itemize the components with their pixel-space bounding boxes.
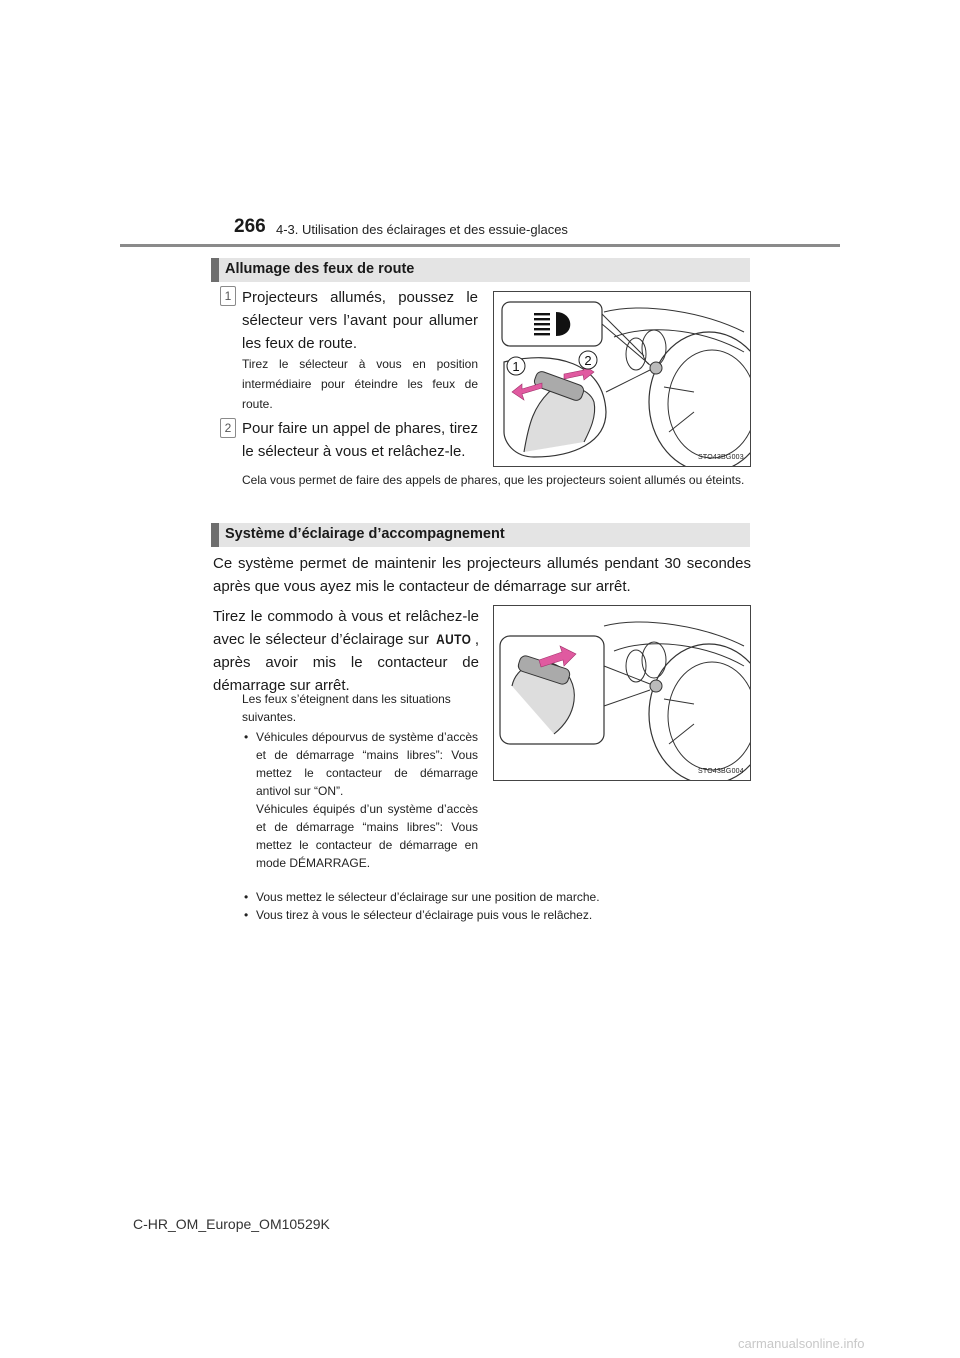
figure-1-code: STO43BG003	[698, 454, 744, 461]
footer-document-code: C-HR_OM_Europe_OM10529K	[133, 1216, 330, 1232]
step-2-badge: 2	[220, 418, 236, 438]
list-item	[242, 728, 478, 872]
follow-me-lever-illustration	[494, 606, 750, 780]
list-item	[242, 906, 750, 924]
header-rule	[120, 244, 840, 247]
callout-1-label: 1	[512, 359, 520, 374]
bullet-2-text: Vous mettez le sélecteur d’éclairage sur une position de marche.	[256, 890, 600, 904]
figure-follow-me-lever	[493, 605, 751, 781]
off-conditions-list-wide	[242, 888, 750, 924]
step-1-note: Tirez le sélecteur à vous en position intermédiaire pour éteindre les feux de route.	[242, 357, 478, 411]
off-conditions-list-narrow	[242, 728, 478, 872]
section-heading-text: Allumage des feux de route	[225, 261, 415, 277]
follow-me-intro: Ce système permet de maintenir les projecteurs allumés pendant 30 secondes après que vous ayez mis le contacteur de démarrage sur arrêt.	[213, 555, 751, 595]
section-heading-bar	[211, 258, 219, 282]
callout-2-label: 2	[584, 353, 592, 368]
section-heading-bar	[211, 523, 219, 547]
section-heading-follow-me-home	[211, 523, 750, 547]
watermark: carmanualsonline.info	[738, 1336, 865, 1351]
auto-icon: AUTO	[436, 631, 472, 647]
list-item	[242, 888, 750, 906]
instruction-part-2: , après avoir mis le contacteur de démarrage sur arrêt.	[213, 631, 479, 694]
step-2-text: Pour faire un appel de phares, tirez le sélecteur à vous et relâchez-le.	[242, 420, 478, 460]
figure-high-beam-lever	[493, 291, 751, 467]
chapter-title: 4-3. Utilisation des éclairages et des essuie-glaces	[276, 222, 568, 237]
section-heading-text: Système d’éclairage d’accompagnement	[225, 526, 505, 542]
step-1-badge: 1	[220, 286, 236, 306]
step-2-note: Cela vous permet de faire des appels de phares, que les projecteurs soient allumés ou éteints.	[242, 473, 745, 487]
page-number: 266	[234, 216, 266, 237]
bullet-3-text: Vous tirez à vous le sélecteur d’éclairage puis vous le relâchez.	[256, 908, 593, 922]
bullet-1-text: Véhicules dépourvus de système d’accès et de démarrage “mains libres”: Vous mettez le contacteur de démarrage antivol sur “ON”.	[256, 730, 478, 798]
bullet-1-cont: Véhicules équipés d’un système d’accès et de démarrage “mains libres”: Vous mettez le contacteur de démarrage en mode DÉMARRAGE.	[256, 802, 478, 870]
off-conditions-lead: Les feux s’éteignent dans les situations suivantes.	[242, 692, 451, 724]
callout-box	[502, 302, 602, 346]
high-beam-lever-illustration	[494, 292, 750, 466]
follow-me-instruction	[213, 605, 479, 697]
instruction-part-1: Tirez le commodo à vous et relâchez-le avec le sélecteur d’éclairage sur	[213, 608, 479, 648]
figure-2-code: STO43BG004	[698, 768, 744, 775]
step-1-text: Projecteurs allumés, poussez le sélecteur vers l’avant pour allumer les feux de route.	[242, 289, 478, 352]
section-heading-high-beam	[211, 258, 750, 282]
